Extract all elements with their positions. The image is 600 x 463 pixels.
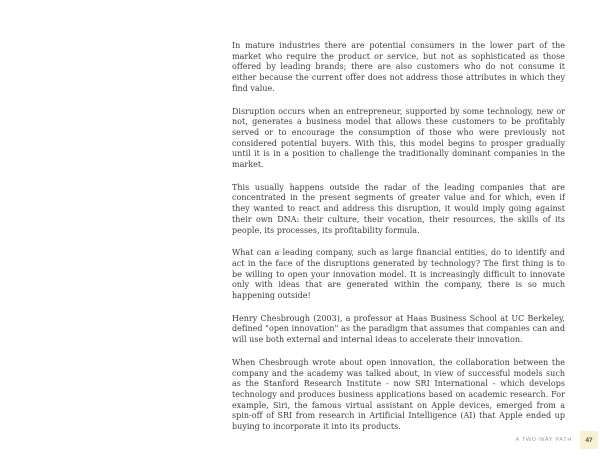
- article: [232, 41, 565, 445]
- paragraph: What can a leading company, such as large financial entities, do to identify and act in the face of the disruptions generated by technology? The first thing is to be willing to open your innovation model. It is increasingly difficult to innovate only with ideas that are generated within the company, there is so much happening outside!: [232, 248, 565, 301]
- page-number-badge: 47: [580, 431, 598, 449]
- paragraph: Disruption occurs when an entrepreneur, supported by some technology, new or not, generates a business model that allows these customers to be profitably served or to encourage the consumption of those who were previously not considered potential buyers. With this, this model begins to prosper gradually until it is in a position to challenge the traditionally dominant companies in the market.: [232, 106, 565, 170]
- paragraph: In mature industries there are potential consumers in the lower part of the market who require the product or service, but not as sophisticated as those offered by leading brands; there are also customers who do not consume it either because the current offer does not address those attributes in which they find value.: [232, 41, 565, 93]
- section-label: A TWO-WAY PATH: [515, 437, 572, 443]
- paragraph: This usually happens outside the radar of the leading companies that are concentrated in the present segments of greater value and for which, even if they wanted to react and address this disruption, it would imply going against their own DNA: their culture, their vocation, their resources, the skills of its people, its processes, its profitability formula.: [232, 182, 565, 235]
- paragraph: Henry Chesbrough (2003), a professor at Haas Business School at UC Berkeley, defined "open innovation" as the paradigm that assumes that companies can and will use both external and internal ideas to accelerate their innovation.: [232, 313, 565, 345]
- page-footer: [516, 431, 598, 449]
- paragraph: When Chesbrough wrote about open innovation, the collaboration between the company and the academy was talked about, in view of successful models such as the Stanford Research Institute - now SRI International - which develops technology and produces business applications based on academic research. For example, Siri, the famous virtual assistant on Apple devices, emerged from a spin-off of SRI from research in Artificial Intelligence (AI) that Apple ended up buying to incorporate it into its products.: [232, 357, 565, 432]
